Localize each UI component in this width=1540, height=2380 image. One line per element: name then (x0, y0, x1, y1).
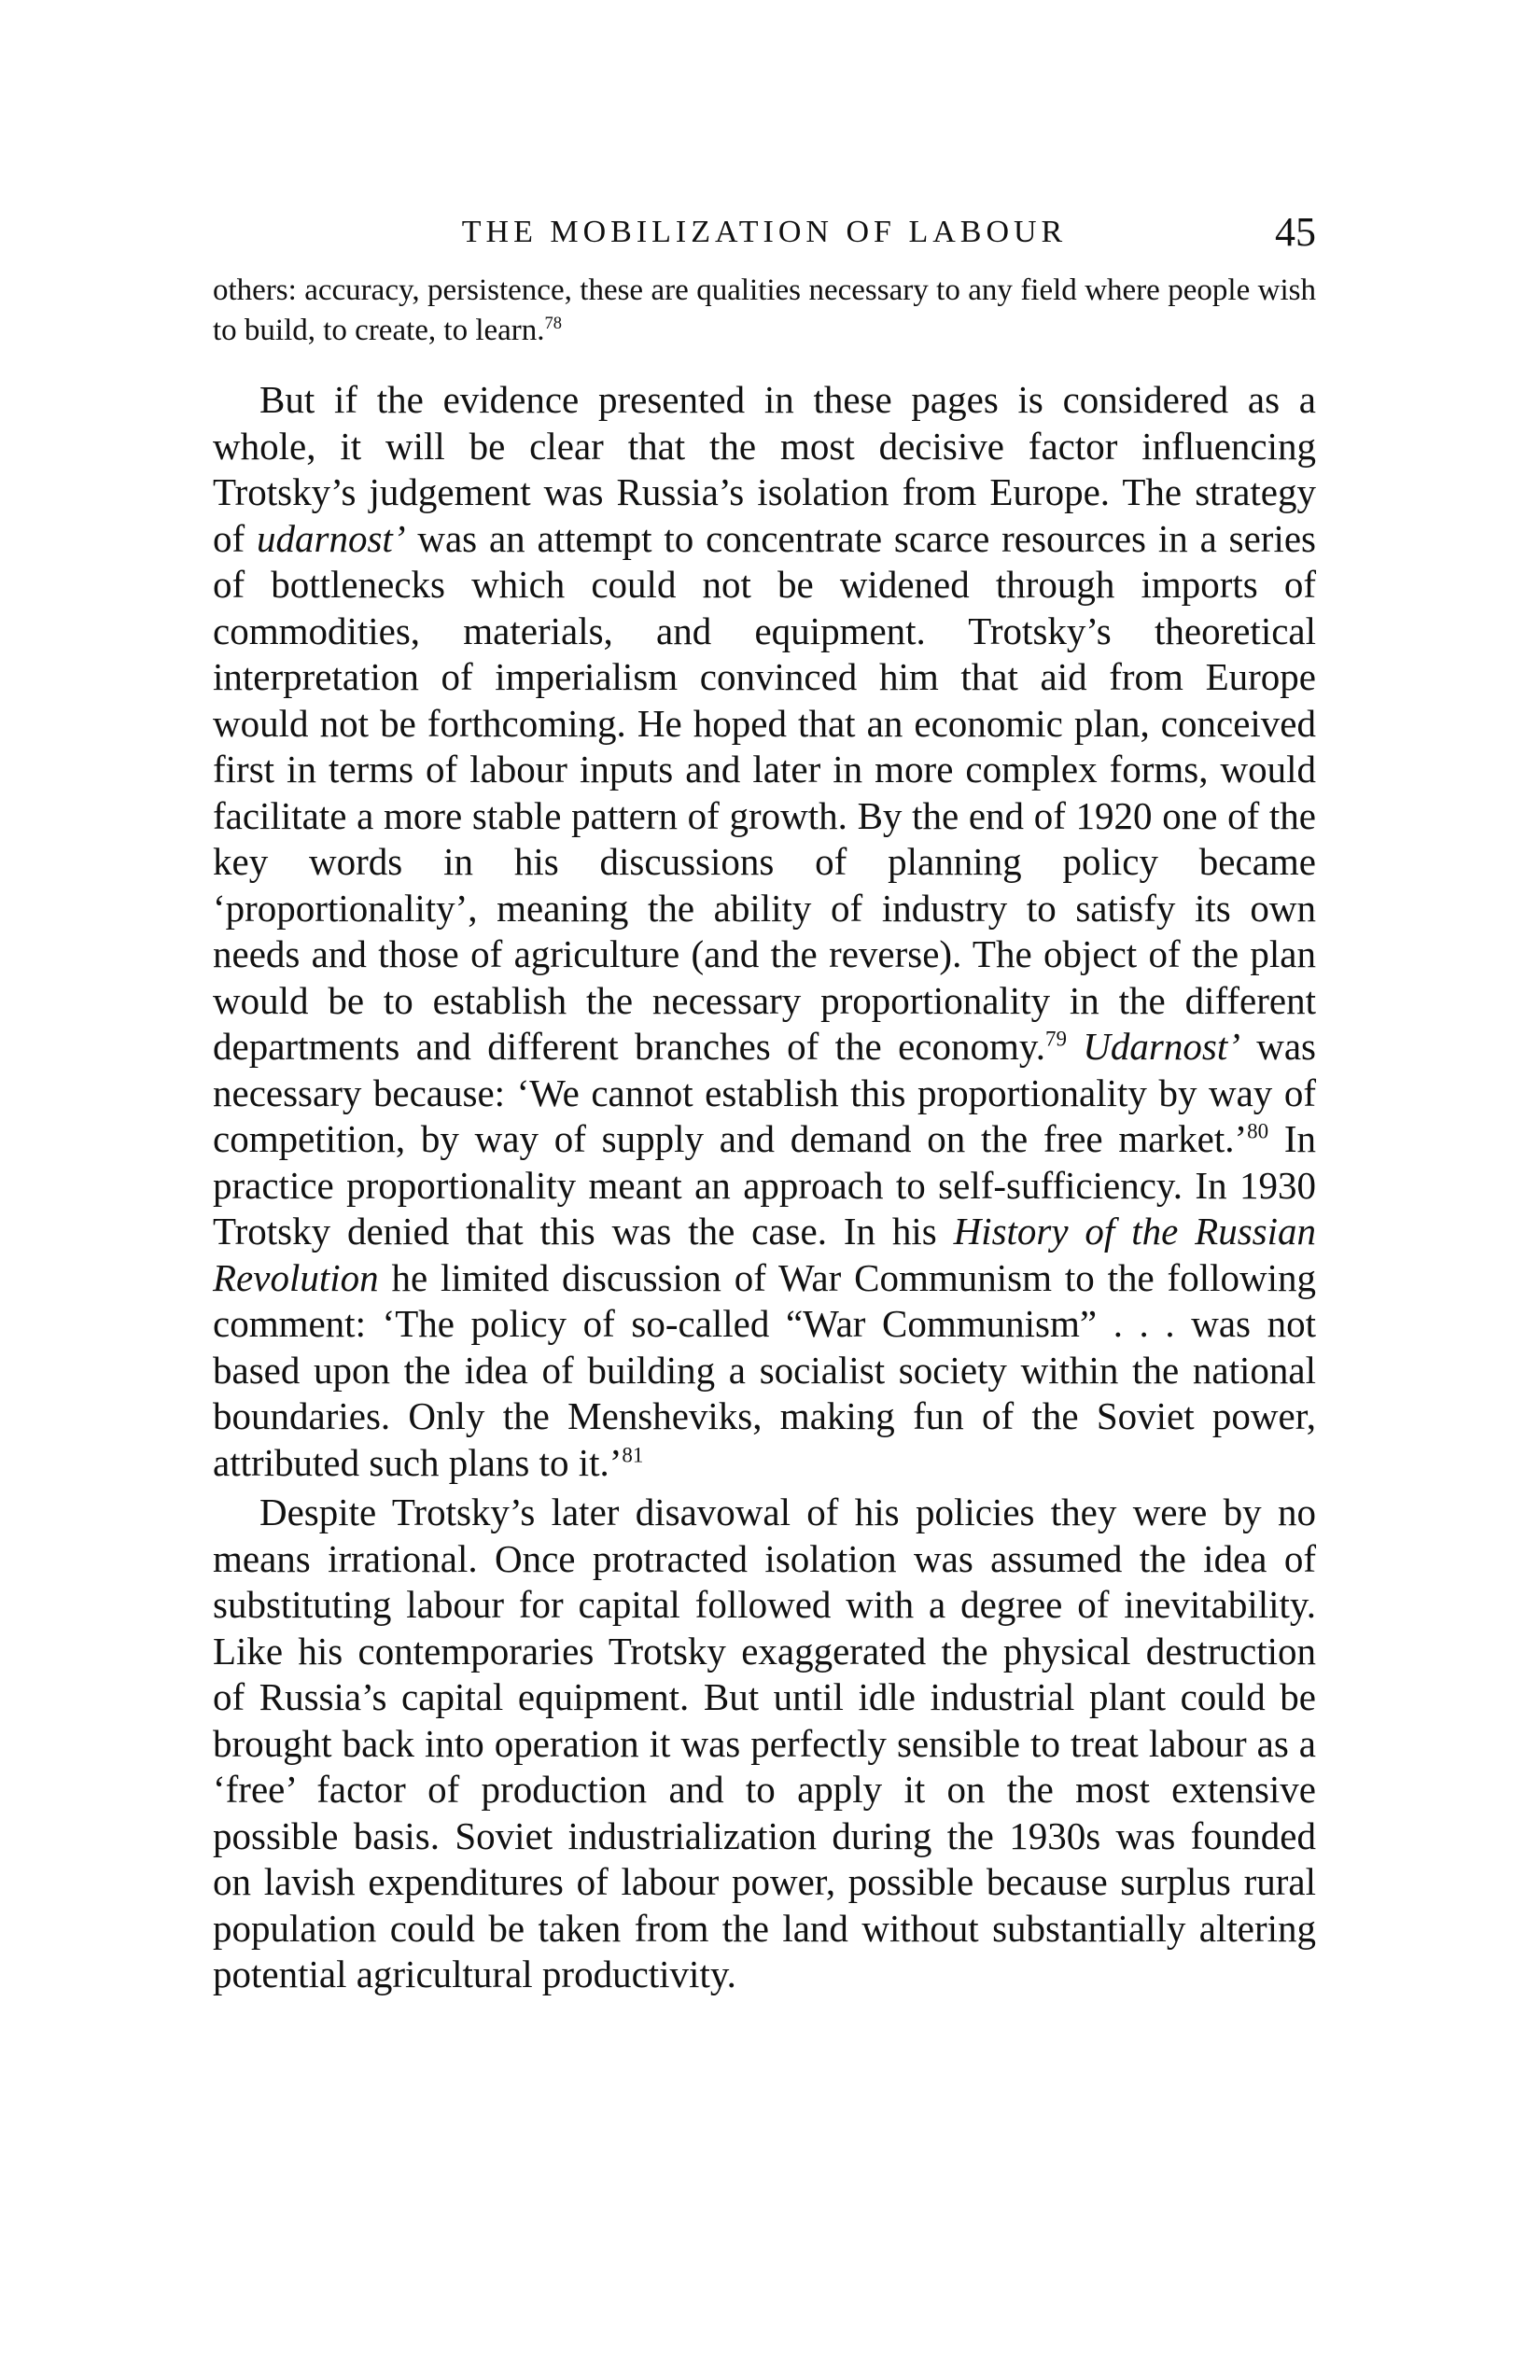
paragraph-text: Despite Trotsky’s later disavowal of his policies they were by no means irrational. Once protracted isolation was assumed the idea of substituting labour for capital followed with a degree of inevitability. Like his contemporaries Trotsky exaggerated the physical destruction of Russia’s capital equipment. But until idle industrial plant could be brought back into operation it was perfectly sensible to treat labour as a ‘free’ factor of production and to apply it on the most extensive possible basis. Soviet industrialization during the 1930s was founded on lavish expenditures of labour power, possible because surplus rural population could be taken from the land without substantially altering potential agricultural productivity. (213, 1491, 1316, 1995)
paragraph-text: In practice proportionality meant an approach to self-sufficiency. In 1930 Trotsky denied that this was the case. In his (213, 1117, 1317, 1253)
continued-quotation (213, 271, 1316, 351)
footnote-ref-79: 79 (1044, 1027, 1067, 1051)
page-number: 45 (1275, 209, 1316, 255)
book-title: History of the Russian Revolution (213, 1210, 1316, 1299)
paragraph-text: was necessary because: ‘We cannot establish this proportionality by way of competition, by way of supply and demand on the free market.’ (213, 1025, 1317, 1160)
continued-quotation-text: others: accuracy, persistence, these are qualities necessary to any field where people wish to build, to create, to learn. (213, 273, 1316, 347)
paragraph-isolation (213, 377, 1316, 1486)
running-title: THE MOBILIZATION OF LABOUR (461, 215, 1068, 249)
paragraph-disavowal (213, 1490, 1316, 1998)
term-udarnost: udarnost’ (257, 516, 406, 560)
running-head (213, 211, 1316, 267)
footnote-ref-78: 78 (544, 314, 563, 332)
paragraph-text: he limited discussion of War Communism to the following comment: ‘The policy of so-called “War Communism” . . . was not based upon the idea of building a socialist society within the national boundaries. Only the Mensheviks, making fun of the Soviet power, attributed such plans to it.’ (213, 1255, 1316, 1484)
paragraph-text: was an attempt to concentrate scarce resources in a series of bottlenecks which could not be widened through imports of commodities, materials, and equipment. Trotsky’s theoretical interpretation of imperialism convinced him that aid from Europe would not be forthcoming. He hoped that an economic plan, conceived first in terms of labour inputs and later in more complex forms, would facilitate a more stable pattern of growth. By the end of 1920 one of the key words in his discussions of planning policy became ‘proportionality’, meaning the ability of industry to satisfy its own needs and those of agriculture (and the reverse). The object of the plan would be to establish the necessary proportionality in the different departments and different branches of the economy. (213, 516, 1316, 1068)
footnote-ref-81: 81 (622, 1442, 644, 1466)
paragraph-text: But if the evidence presented in these pages is considered as a whole, it will be clear that the most decisive factor influencing Trotsky’s judgement was Russia’s isolation from Europe. The strategy of (213, 378, 1316, 560)
body-text (213, 271, 1316, 1998)
footnote-ref-80: 80 (1247, 1119, 1269, 1143)
term-udarnost-capitalized: Udarnost’ (1083, 1025, 1240, 1068)
